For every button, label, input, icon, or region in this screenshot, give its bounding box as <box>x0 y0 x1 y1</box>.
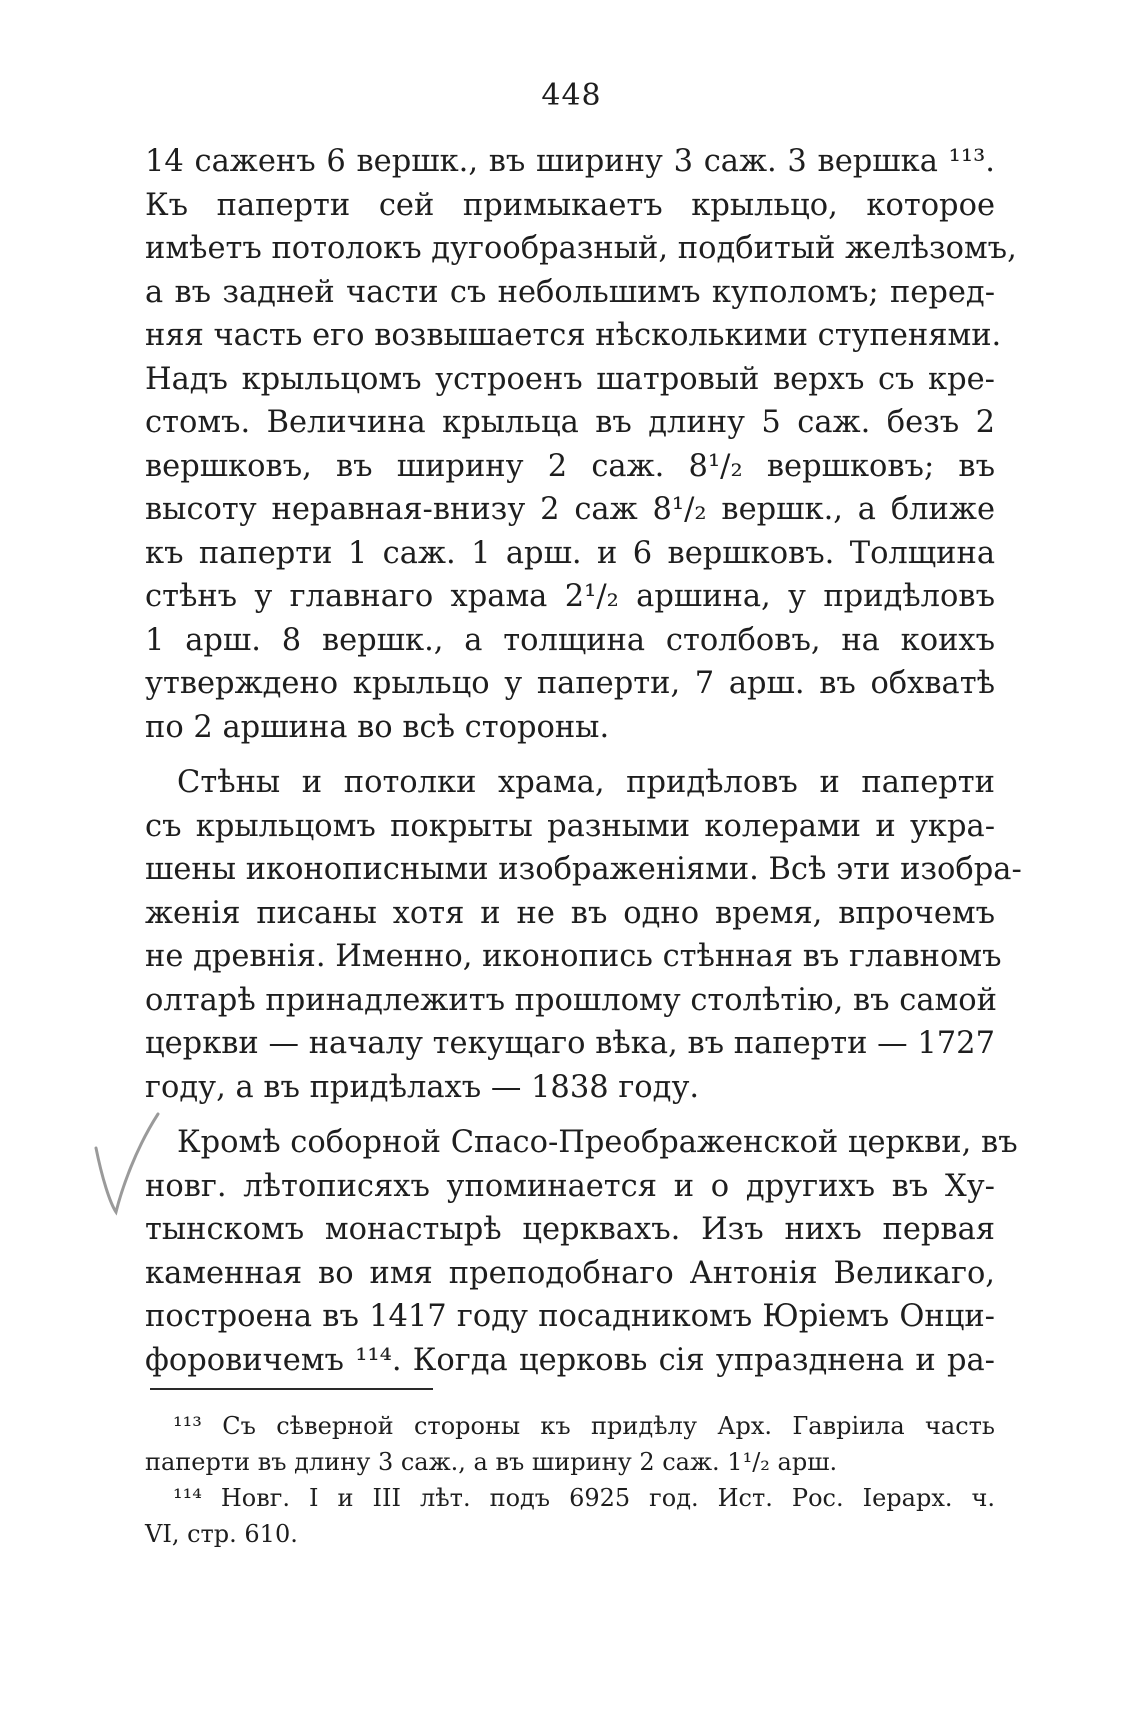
page-number: 448 <box>541 78 602 113</box>
text-line: каменная во имя преподобнаго Антонія Великаго, <box>145 1255 995 1291</box>
text-line: по 2 аршина во всѣ стороны. <box>145 709 610 745</box>
footnote-line: паперти въ длину 3 саж., а въ ширину 2 саж. 1¹/₂ арш. <box>145 1448 838 1476</box>
footnote-line: ¹¹⁴ Новг. I и III лѣт. подъ 6925 год. Ист. Рос. Іерарх. ч. <box>173 1484 995 1512</box>
footnote-line: ¹¹³ Съ сѣверной стороны къ придѣлу Арх. Гавріила часть <box>173 1412 995 1440</box>
paragraph-1 <box>145 140 1017 749</box>
text-line: а въ задней части съ небольшимъ куполомъ; перед- <box>145 274 995 310</box>
text-line: женія писаны хотя и не въ одно время, впрочемъ <box>145 895 995 931</box>
footnote-114 <box>145 1480 995 1552</box>
body-text <box>145 140 1022 1382</box>
text-line: олтарѣ принадлежитъ прошлому столѣтію, въ самой <box>145 982 997 1018</box>
text-line: няя часть его возвышается нѣсколькими ступенями. <box>145 318 1002 353</box>
text-line: Стѣны и потолки храма, придѣловъ и паперти <box>177 765 995 800</box>
text-line: утверждено крыльцо у паперти, 7 арш. въ обхватѣ <box>145 666 995 701</box>
text-line: не древнія. Именно, иконопись стѣнная въ главномъ <box>145 939 1002 974</box>
text-line: 14 саженъ 6 вершк., въ ширину 3 саж. 3 вершка ¹¹³. <box>145 144 995 179</box>
text-line: стомъ. Величина крыльца въ длину 5 саж. безъ 2 <box>145 405 995 440</box>
text-line: новг. лѣтописяхъ упоминается и о другихъ въ Ху- <box>145 1168 995 1204</box>
text-line: имѣетъ потолокъ дугообразный, подбитый желѣзомъ, <box>145 231 1017 266</box>
text-line: шены иконописными изображеніями. Всѣ эти изобра- <box>145 852 1022 887</box>
text-line: къ паперти 1 саж. 1 арш. и 6 вершковъ. Толщина <box>145 535 995 571</box>
text-line: тынскомъ монастырѣ церквахъ. Изъ нихъ первая <box>145 1212 995 1247</box>
paragraph-2 <box>145 761 1022 1109</box>
footnote-line: VI, стр. 610. <box>145 1520 298 1548</box>
text-line: стѣнъ у главнаго храма 2¹/₂ аршина, у придѣловъ <box>145 579 995 614</box>
text-line: высоту неравная-внизу 2 саж 8¹/₂ вершк., а ближе <box>145 492 995 527</box>
text-line: году, а въ придѣлахъ — 1838 году. <box>145 1069 700 1105</box>
footnote-113 <box>145 1408 995 1480</box>
text-line: форовичемъ ¹¹⁴. Когда церковь сія упразднена и ра- <box>145 1342 995 1378</box>
text-line: вершковъ, въ ширину 2 саж. 8¹/₂ вершковъ; въ <box>145 448 995 484</box>
text-line: Кромѣ соборной Спасо-Преображенской церкви, въ <box>177 1125 1018 1160</box>
text-line: церкви — началу текущаго вѣка, въ паперти — 1727 <box>145 1026 995 1061</box>
text-line: 1 арш. 8 вершк., а толщина столбовъ, на коихъ <box>145 622 995 658</box>
text-line: Надъ крыльцомъ устроенъ шатровый верхъ съ кре- <box>145 361 995 397</box>
text-line: Къ паперти сей примыкаетъ крыльцо, которое <box>145 187 995 223</box>
footnote-divider <box>150 1388 433 1390</box>
text-line: съ крыльцомъ покрыты разными колерами и укра- <box>145 808 995 844</box>
text-line: построена въ 1417 году посадникомъ Юріемъ Онци- <box>145 1299 995 1334</box>
footnotes <box>145 1408 995 1552</box>
pencil-check-mark-icon <box>92 1108 162 1218</box>
paragraph-3 <box>145 1121 1018 1382</box>
